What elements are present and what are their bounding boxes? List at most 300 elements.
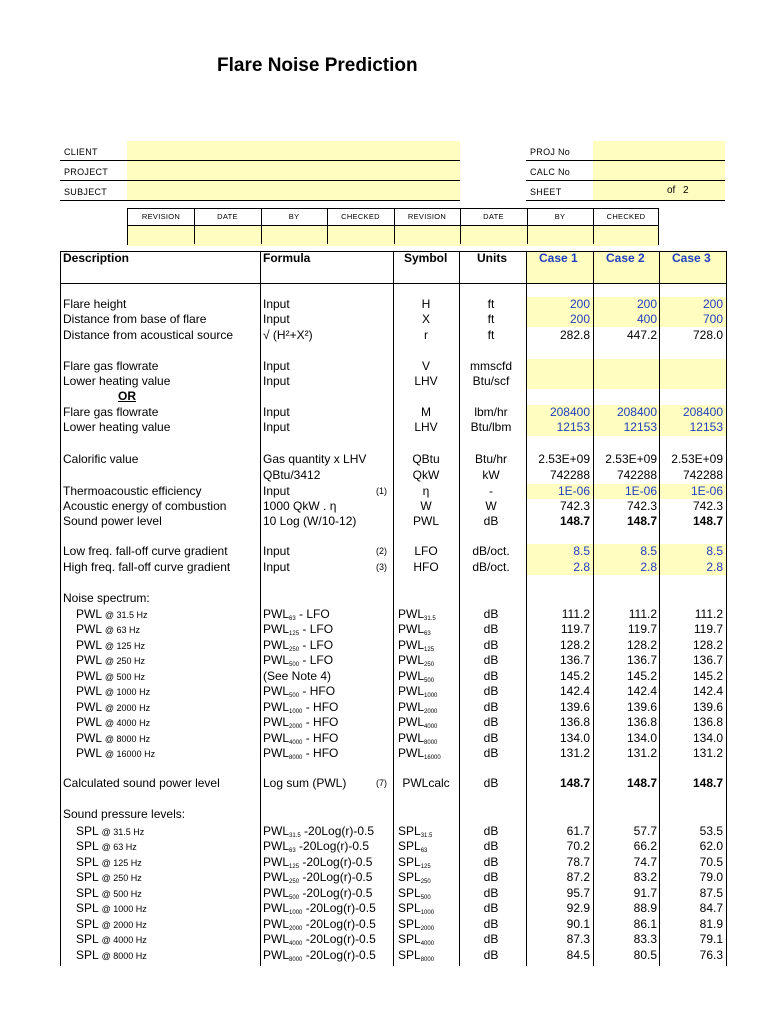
band-frequency: @ 250 Hz — [104, 656, 146, 667]
row-unit: dB/oct. — [472, 544, 510, 558]
case2-value[interactable]: 8.5 — [640, 544, 657, 558]
row-description: High freq. fall-off curve gradient — [63, 560, 231, 574]
row-formula — [263, 746, 338, 766]
band-quantity: PWL — [76, 622, 102, 637]
formula-base: PWL — [263, 637, 290, 652]
symbol-subscript: 500 — [420, 894, 431, 901]
case2-value: 74.7 — [633, 854, 657, 869]
symbol-subscript: 4000 — [424, 724, 438, 731]
proj-no-label: PROJ No — [530, 147, 571, 157]
case2-value[interactable]: 400 — [636, 312, 657, 326]
case1-value[interactable]: 200 — [569, 297, 590, 311]
case1-value: 282.8 — [559, 328, 590, 342]
case2-value: 742.3 — [626, 499, 657, 513]
case3-value: 79.0 — [699, 870, 723, 885]
row-description: Distance from base of flare — [63, 312, 207, 326]
formula-operation: - LFO — [299, 622, 334, 637]
formula-operation: -20Log(r)-0.5 — [299, 870, 373, 885]
symbol-subscript: 63 — [420, 848, 428, 855]
band-quantity: PWL — [76, 715, 102, 730]
sheet-label: SHEET — [530, 187, 562, 197]
revision-header: DATE — [217, 212, 238, 221]
proj-no-field[interactable] — [593, 141, 725, 161]
row-unit: dB — [483, 916, 499, 931]
row-formula: QBtu/3412 — [263, 468, 321, 482]
case1-value: 92.9 — [566, 901, 590, 916]
calc-no-label: CALC No — [530, 167, 571, 177]
row-description: Acoustic energy of combustion — [63, 499, 227, 513]
case1-value[interactable]: 2.8 — [573, 560, 590, 574]
case3-value: 62.0 — [699, 839, 723, 854]
band-label — [76, 839, 137, 855]
case1-value[interactable]: 1E-06 — [557, 484, 590, 498]
case3-value: 119.7 — [693, 622, 723, 637]
case1-value: 90.1 — [566, 916, 590, 931]
symbol-subscript: 250 — [424, 662, 435, 669]
col-description: Description — [63, 251, 130, 265]
col-case3: Case 3 — [672, 251, 711, 265]
row-calorific-kw — [60, 468, 727, 483]
row-symbol: QBtu — [412, 452, 440, 466]
case2-value[interactable]: 2.8 — [640, 560, 657, 574]
formula-operation: -20Log(r)-0.5 — [300, 824, 375, 838]
formula-base: PWL — [263, 607, 290, 621]
case3-value[interactable]: 700 — [702, 312, 723, 326]
band-quantity: PWL — [76, 668, 102, 683]
symbol-subscript: 500 — [424, 677, 435, 684]
row-description: Calculated sound power level — [63, 776, 220, 790]
calc-no-field[interactable] — [593, 161, 725, 181]
spl-row — [60, 901, 727, 916]
band-frequency: @ 1000 Hz — [104, 687, 151, 698]
row-lfo — [60, 544, 727, 559]
formula-base: (See Note 4) — [263, 668, 332, 683]
band-quantity: PWL — [76, 637, 102, 652]
case1-value: 95.7 — [566, 885, 590, 900]
case2-value[interactable]: 1E-06 — [624, 484, 657, 498]
case2-value: 91.7 — [633, 885, 657, 900]
case3-value[interactable]: 208400 — [682, 405, 723, 419]
case1-value: 148.7 — [559, 514, 590, 528]
case3-value: 148.7 — [692, 776, 723, 790]
band-frequency: @ 250 Hz — [101, 873, 142, 884]
row-unit: dB — [483, 637, 499, 652]
symbol-base: PWL — [398, 715, 425, 730]
row-formula: Log sum (PWL) — [263, 776, 347, 790]
divider — [526, 180, 725, 181]
divider — [394, 209, 395, 244]
band-quantity: SPL — [76, 870, 99, 885]
formula-operation: -20Log(r)-0.5 — [302, 932, 376, 947]
row-gas-flow-v — [60, 359, 727, 374]
band-quantity: SPL — [76, 824, 99, 838]
band-frequency: @ 31.5 Hz — [101, 827, 145, 837]
formula-operation: -20Log(r)-0.5 — [302, 901, 376, 916]
divider — [60, 180, 460, 181]
row-formula: 1000 QkW . η — [263, 499, 337, 513]
case2-value: 57.7 — [633, 824, 657, 838]
row-description: Flare gas flowrate — [63, 359, 159, 373]
formula-operation: - HFO — [302, 746, 339, 761]
formula-subscript: 500 — [289, 894, 300, 901]
page-title: Flare Noise Prediction — [217, 55, 418, 76]
subject-field[interactable] — [127, 181, 460, 200]
symbol-base: PWL — [398, 607, 425, 621]
band-label — [76, 901, 147, 917]
row-description: Flare gas flowrate — [63, 405, 159, 419]
sheet-field[interactable] — [593, 181, 725, 200]
row-description: Lower heating value — [63, 420, 171, 434]
case2-value: 111.2 — [628, 607, 657, 621]
spl-row — [60, 948, 727, 963]
symbol-subscript: 125 — [424, 646, 435, 653]
row-unit: dB/oct. — [472, 560, 510, 574]
row-unit: Btu/scf — [472, 374, 510, 388]
formula-subscript: 500 — [289, 693, 300, 700]
case3-value: 136.8 — [692, 715, 723, 730]
spl-row — [60, 855, 727, 870]
case3-value[interactable]: 1E-06 — [690, 484, 723, 498]
divider — [527, 209, 528, 244]
col-case2: Case 2 — [606, 251, 645, 265]
formula-subscript: 250 — [289, 646, 300, 653]
case3-value: 2.53E+09 — [671, 452, 723, 466]
row-lhv-2 — [60, 420, 727, 435]
band-frequency: @ 31.5 Hz — [104, 610, 148, 620]
project-label: PROJECT — [64, 167, 109, 177]
case2-value: 136.8 — [626, 715, 657, 730]
row-symbol: H — [421, 297, 431, 311]
col-units: Units — [477, 251, 507, 265]
revision-header: CHECKED — [606, 212, 646, 221]
pwl-row — [60, 669, 727, 684]
case2-value: 145.2 — [626, 668, 657, 683]
case1-value[interactable]: 200 — [569, 312, 590, 326]
band-frequency: @ 2000 Hz — [101, 919, 147, 930]
formula-operation: -20Log(r)-0.5 — [295, 839, 370, 854]
pwl-row — [60, 653, 727, 668]
formula-operation: - LFO — [299, 653, 334, 668]
band-quantity: PWL — [76, 746, 102, 761]
row-unit: dB — [483, 668, 499, 683]
symbol-base: PWL — [398, 668, 425, 683]
case1-value: 78.7 — [566, 854, 590, 869]
formula-base: PWL — [263, 870, 290, 885]
band-frequency: @ 125 Hz — [101, 857, 142, 868]
case3-value: 134.0 — [692, 730, 723, 745]
spl-row — [60, 839, 727, 854]
symbol-base: PWL — [398, 699, 425, 714]
formula-operation: -20Log(r)-0.5 — [302, 947, 376, 962]
row-unit: dB — [483, 514, 499, 528]
formula-base: PWL — [263, 932, 290, 947]
case3-value: 136.7 — [692, 653, 723, 668]
formula-subscript: 1000 — [289, 910, 303, 917]
row-calc-power — [60, 776, 727, 791]
row-unit: kW — [482, 468, 500, 482]
formula-base: PWL — [263, 715, 290, 730]
row-unit: dB — [483, 901, 499, 916]
divider — [526, 200, 725, 201]
symbol-subscript: 125 — [420, 863, 431, 870]
case2-value[interactable]: 208400 — [616, 405, 657, 419]
symbol-subscript: 8000 — [424, 739, 438, 746]
case1-value: 145.2 — [559, 668, 590, 683]
case1-value[interactable]: 12153 — [556, 420, 590, 434]
case3-value: 87.5 — [699, 885, 723, 900]
note-ref: (2) — [376, 546, 387, 556]
row-formula: Input — [263, 312, 290, 326]
case1-value: 70.2 — [566, 839, 590, 854]
row-unit: mmscfd — [470, 359, 512, 373]
band-quantity: SPL — [76, 916, 99, 931]
case2-value: 742288 — [616, 468, 657, 482]
formula-base: PWL — [263, 699, 290, 714]
formula-base: PWL — [263, 916, 290, 931]
row-thermo-eff — [60, 484, 727, 499]
case2-value: 119.7 — [627, 622, 657, 637]
case2-value: 139.6 — [626, 699, 657, 714]
section-heading: Noise spectrum: — [63, 591, 150, 605]
row-description: Lower heating value — [63, 374, 171, 388]
case1-value: 119.7 — [560, 622, 590, 637]
note-ref: (3) — [376, 562, 387, 572]
case3-value: 742.3 — [692, 499, 723, 513]
row-unit: dB — [483, 932, 499, 947]
row-description: Distance from acoustical source — [63, 328, 234, 342]
band-label — [76, 870, 142, 886]
row-unit: dB — [483, 947, 499, 962]
case1-value[interactable]: 208400 — [549, 405, 590, 419]
row-symbol: η — [422, 484, 430, 498]
revision-header: BY — [554, 212, 566, 221]
symbol-subscript: 4000 — [420, 941, 435, 948]
band-label — [76, 607, 148, 623]
symbol-base: PWL — [398, 684, 425, 699]
row-calorific — [60, 452, 727, 467]
row-flare-height — [60, 297, 727, 312]
case2-value: 148.7 — [626, 514, 657, 528]
band-label — [76, 669, 145, 685]
band-label — [76, 622, 140, 638]
formula-operation: - HFO — [302, 715, 339, 730]
case2-value: 80.5 — [633, 947, 657, 962]
row-symbol: PWLcalc — [402, 776, 450, 790]
divider — [460, 209, 461, 244]
pwl-row — [60, 607, 727, 622]
band-frequency: @ 2000 Hz — [104, 702, 151, 713]
row-unit: dB — [483, 824, 499, 838]
formula-subscript: 4000 — [289, 739, 303, 746]
case2-value: 83.3 — [633, 932, 657, 947]
symbol-subscript: 2000 — [420, 925, 435, 932]
formula-operation: - LFO — [299, 637, 334, 652]
case3-value: 128.2 — [692, 637, 723, 652]
divider — [194, 209, 195, 244]
band-quantity: PWL — [76, 607, 102, 621]
row-symbol: W — [420, 499, 432, 513]
formula-base: PWL — [263, 653, 290, 668]
row-symbol — [398, 746, 441, 766]
formula-subscript: 8000 — [289, 956, 303, 963]
band-frequency: @ 16000 Hz — [104, 749, 156, 760]
symbol-base: SPL — [398, 854, 421, 869]
case3-value[interactable]: 2.8 — [706, 560, 723, 574]
case1-value: 136.7 — [559, 653, 590, 668]
row-unit: W — [485, 499, 497, 513]
symbol-base: SPL — [398, 901, 421, 916]
revision-header: CHECKED — [341, 212, 380, 221]
sheet-total: 2 — [683, 185, 689, 196]
row-description: Calorific value — [63, 452, 139, 466]
section-heading: Sound pressure levels: — [63, 807, 186, 821]
col-case1: Case 1 — [539, 251, 578, 265]
case2-value: 83.2 — [633, 870, 657, 885]
revision-input-row[interactable] — [128, 225, 658, 246]
row-symbol: X — [421, 312, 430, 326]
case3-value: 728.0 — [692, 328, 723, 342]
band-quantity: SPL — [76, 947, 99, 962]
row-unit: Btu/lbm — [470, 420, 512, 434]
row-unit: dB — [483, 730, 499, 745]
band-quantity: PWL — [76, 684, 102, 699]
revision-header: REVISION — [141, 212, 181, 221]
spl-row — [60, 824, 727, 839]
symbol-subscript: 2000 — [424, 708, 438, 715]
case2-value: 131.2 — [626, 746, 657, 761]
case3-value: 76.3 — [699, 947, 723, 962]
client-label: CLIENT — [64, 147, 98, 157]
row-unit: dB — [483, 684, 499, 699]
band-label — [76, 886, 142, 902]
band-label — [76, 917, 147, 933]
divider — [327, 209, 328, 244]
case3-value: 81.9 — [699, 916, 723, 931]
formula-operation: -20Log(r)-0.5 — [299, 885, 373, 900]
band-label — [76, 638, 145, 654]
row-formula: 10 Log (W/10-12) — [263, 514, 357, 528]
formula-base: PWL — [263, 746, 290, 761]
row-formula: Input — [263, 374, 290, 388]
band-quantity: SPL — [76, 901, 99, 916]
revision-header: DATE — [483, 212, 504, 221]
band-quantity: SPL — [76, 839, 99, 854]
row-symbol: PWL — [412, 514, 439, 528]
case3-value[interactable]: 12153 — [689, 420, 723, 434]
pwl-row — [60, 731, 727, 746]
band-quantity: SPL — [76, 932, 99, 947]
formula-base: PWL — [263, 684, 290, 699]
client-field[interactable] — [127, 141, 460, 161]
band-label — [76, 684, 150, 700]
formula-base: PWL — [263, 839, 290, 854]
divider — [593, 209, 594, 244]
case3-value: 139.6 — [692, 699, 723, 714]
case1-value: 87.3 — [566, 932, 590, 947]
row-formula: Input — [263, 484, 290, 498]
case2-value: 2.53E+09 — [605, 452, 657, 466]
row-description: Low freq. fall-off curve gradient — [63, 544, 228, 558]
row-unit: dB — [483, 746, 499, 761]
band-quantity: SPL — [76, 854, 99, 869]
case2-value: 128.2 — [626, 637, 657, 652]
case1-value: 134.0 — [559, 730, 590, 745]
row-formula: Gas quantity x LHV — [263, 452, 367, 466]
pwl-row — [60, 700, 727, 715]
formula-subscript: 31.5 — [289, 833, 301, 839]
band-quantity: SPL — [76, 885, 99, 900]
symbol-base: PWL — [398, 637, 425, 652]
row-unit: dB — [483, 885, 499, 900]
spl-row — [60, 870, 727, 885]
subject-label: SUBJECT — [64, 187, 108, 197]
band-label — [76, 855, 142, 871]
formula-subscript: 2000 — [289, 724, 303, 731]
formula-subscript: 8000 — [289, 755, 303, 762]
row-formula: Input — [263, 544, 290, 558]
case3-value: 111.2 — [694, 607, 723, 621]
band-label — [76, 700, 150, 716]
case2-value[interactable]: 12153 — [623, 420, 657, 434]
formula-base: PWL — [263, 622, 290, 637]
row-symbol: LHV — [414, 420, 438, 434]
row-unit: dB — [483, 870, 499, 885]
case1-value[interactable]: 8.5 — [573, 544, 590, 558]
formula-operation: -20Log(r)-0.5 — [302, 916, 376, 931]
case3-value: 53.5 — [699, 824, 723, 838]
formula-base: PWL — [263, 730, 290, 745]
or-label: OR — [118, 389, 136, 403]
row-unit: ft — [487, 312, 495, 326]
case1-value: 742.3 — [559, 499, 590, 513]
row-formula: Input — [263, 297, 290, 311]
band-quantity: PWL — [76, 653, 102, 668]
formula-base: PWL — [263, 947, 290, 962]
band-label — [76, 746, 155, 762]
symbol-subscript: 63 — [424, 631, 431, 638]
row-noise-spectrum — [60, 591, 727, 606]
band-frequency: @ 4000 Hz — [104, 718, 151, 729]
symbol-base: SPL — [398, 885, 421, 900]
case2-value[interactable]: 200 — [636, 297, 657, 311]
band-label — [76, 731, 150, 747]
symbol-subscript: 31.5 — [424, 616, 436, 622]
formula-operation: - HFO — [299, 684, 336, 699]
row-description: Flare height — [63, 297, 127, 311]
formula-subscript: 4000 — [289, 941, 303, 948]
formula-base: PWL — [263, 854, 290, 869]
band-label — [76, 653, 145, 669]
case1-value: 87.2 — [566, 870, 590, 885]
divider — [60, 160, 460, 161]
formula-subscript: 125 — [289, 631, 300, 638]
case3-value[interactable]: 8.5 — [706, 544, 723, 558]
pwl-row — [60, 622, 727, 637]
row-symbol: M — [421, 405, 431, 419]
case2-value: 66.2 — [633, 839, 657, 854]
symbol-base: SPL — [398, 839, 421, 854]
band-label — [76, 715, 150, 731]
row-unit: ft — [487, 297, 495, 311]
row-symbol: QkW — [412, 468, 440, 482]
formula-subscript: 250 — [289, 879, 300, 886]
sheet-of-label: of — [667, 185, 676, 196]
project-field[interactable] — [127, 161, 460, 181]
case3-value[interactable]: 200 — [702, 297, 723, 311]
row-unit: dB — [483, 622, 499, 637]
symbol-subscript: 8000 — [420, 956, 435, 963]
band-frequency: @ 1000 Hz — [101, 904, 147, 915]
